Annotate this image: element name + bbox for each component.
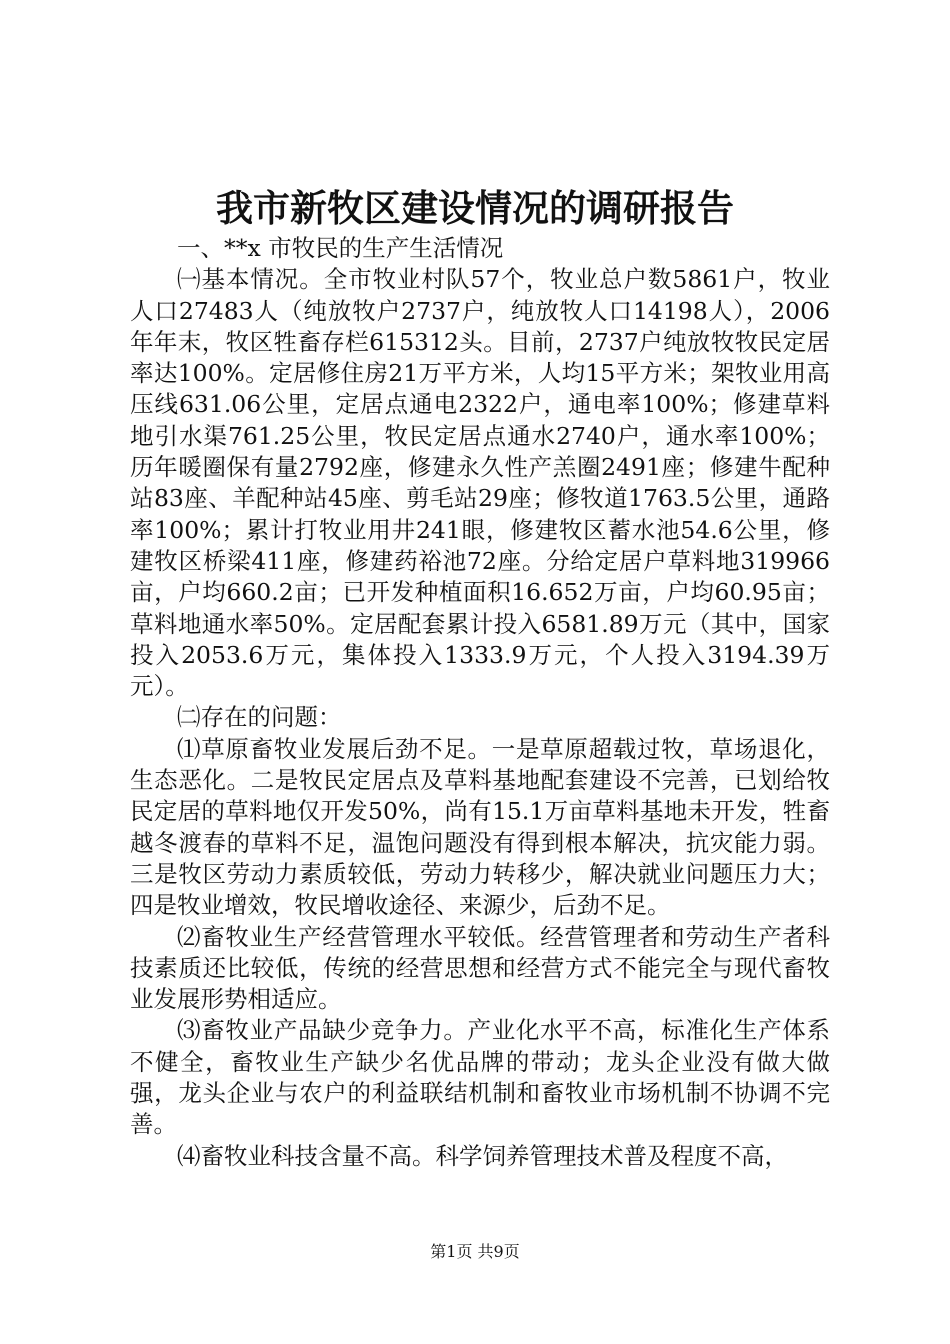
paragraph-problem-1: ⑴草原畜牧业发展后劲不足。一是草原超载过牧，草场退化，生态恶化。二是牧民定居点及草料基地配套建设不完善，已划给牧民定居的草料地仅开发50%，尚有15.1万亩草料基地未开发，牲畜越冬渡春的草料不足，温饱问题没有得到根本解决，抗灾能力弱。三是牧区劳动力素质较低，劳动力转移少，解决就业问题压力大；四是牧业增效，牧民增收途径、来源少，后劲不足。	[130, 734, 830, 920]
paragraph-problem-2: ⑵畜牧业生产经营管理水平较低。经营管理者和劳动生产者科技素质还比较低，传统的经营思想和经营方式不能完全与现代畜牧业发展形势相适应。	[130, 922, 830, 1014]
paragraph-problem-4: ⑷畜牧业科技含量不高。科学饲养管理技术普及程度不高，	[177, 1141, 788, 1170]
paragraph-problem-3: ⑶畜牧业产品缺少竞争力。产业化水平不高，标准化生产体系不健全，畜牧业生产缺少名优品牌的带动；龙头企业没有做大做强，龙头企业与农户的利益联结机制和畜牧业市场机制不协调不完善。	[130, 1016, 830, 1139]
section-heading: 一、**x 市牧民的生产生活情况	[177, 234, 504, 262]
page-footer: 第1页 共9页	[430, 1242, 520, 1261]
paragraph-problems-heading: ㈡存在的问题：	[177, 703, 342, 732]
document-body	[130, 233, 830, 1172]
document-title: 我市新牧区建设情况的调研报告	[216, 186, 734, 230]
paragraph-basic-situation: ㈠基本情况。全市牧业村队57个，牧业总户数5861户，牧业人口27483人（纯放牧户2737户，纯放牧人口14198人），2006年年末，牧区牲畜存栏615312头。目前，2737户纯放牧牧民定居率达100%。定居修住房21万平方米，人均15平方米；架牧业用高压线631.06公里，定居点通电2322户，通电率100%；修建草料地引水渠761.25公里，牧民定居点通水2740户，通水率100%；历年暖圈保有量2792座，修建永久性产羔圈2491座；修建牛配种站83座、羊配种站45座、剪毛站29座；修牧道1763.5公里，通路率100%；累计打牧业用井241眼，修建牧区蓄水池54.6公里，修建牧区桥梁411座，修建药裕池72座。分给定居户草料地319966亩，户均660.2亩；已开发种植面积16.652万亩，户均60.95亩；草料地通水率50%。定居配套累计投入6581.89万元（其中，国家投入2053.6万元，集体投入1333.9万元，个人投入3194.39万元）。	[130, 265, 830, 701]
